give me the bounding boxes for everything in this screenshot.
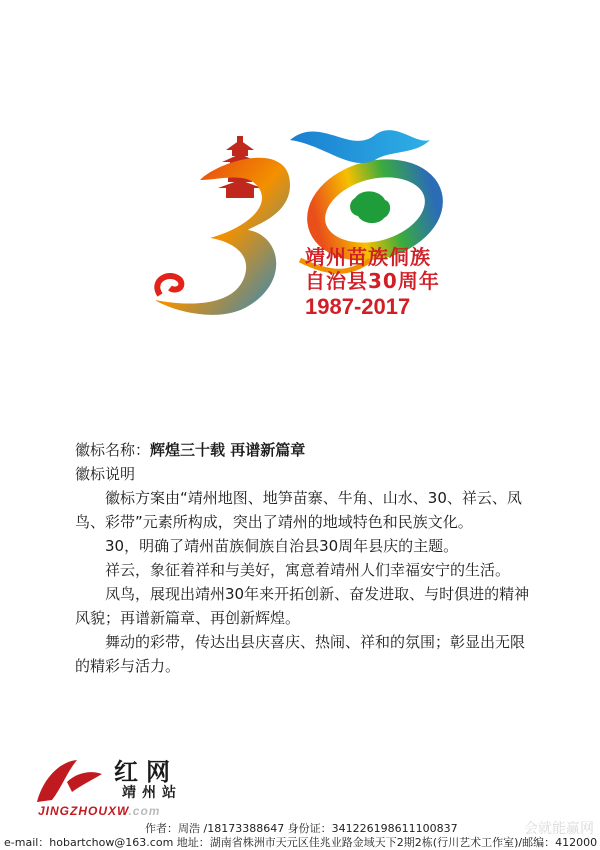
mountain-shape: [290, 130, 430, 163]
logo-name-line: [75, 438, 535, 462]
hongwang-logo: [22, 752, 192, 822]
site-domain-main: JINGZHOUXW: [38, 804, 129, 818]
description-paragraph-1: 徽标方案由“靖州地图、地笋苗寨、牛角、山水、30、祥云、凤鸟、彩带”元素所构成，突出了靖州的地域特色和民族文化。: [75, 489, 522, 531]
station-name: 靖州站: [122, 785, 182, 801]
site-domain-suffix: .com: [128, 804, 161, 818]
description-paragraph-2: 30，明确了靖州苗族侗族自治县30周年县庆的主题。: [105, 537, 459, 555]
brush-stroke-icon: [22, 752, 112, 807]
author-line: 作者：周浩 /18173388647 身份证：341226198611100837: [145, 822, 458, 835]
description-block: [75, 438, 535, 678]
logo-name-value: 辉煌三十载 再谱新篇章: [150, 441, 306, 459]
contact-line: e-mail：hobartchow@163.com 地址：湖南省株洲市天元区佳兆业路金域天下2期2栋(行川艺术工作室)/邮编：412000: [4, 836, 598, 849]
logo-caption-years: 1987-2017: [305, 294, 411, 319]
site-domain: [38, 804, 160, 818]
description-paragraph-4: 凤鸟，展现出靖州30年来开拓创新、奋发进取、与时俱进的精神风貌；再谱新篇章、再创新辉煌。: [75, 585, 530, 627]
logo-name-label: 徽标名称：: [75, 441, 151, 459]
logo-caption-line2: 自治县30周年: [305, 269, 440, 293]
description-heading: 徽标说明: [75, 465, 136, 483]
logo-caption-line1: 靖州苗族侗族: [305, 245, 431, 269]
watermark: 会就能赢网: [524, 821, 594, 837]
description-paragraph-5: 舞动的彩带，传达出县庆喜庆、热闹、祥和的氛围；彰显出无限的精彩与活力。: [75, 633, 526, 675]
description-paragraph-3: 祥云，象征着祥和与美好，寓意着靖州人们幸福安宁的生活。: [105, 561, 511, 579]
logo-caption: [305, 245, 440, 321]
brand-name: 红网: [114, 757, 178, 786]
map-icon: [350, 191, 390, 223]
cloud-swirl-shape: [157, 276, 181, 295]
